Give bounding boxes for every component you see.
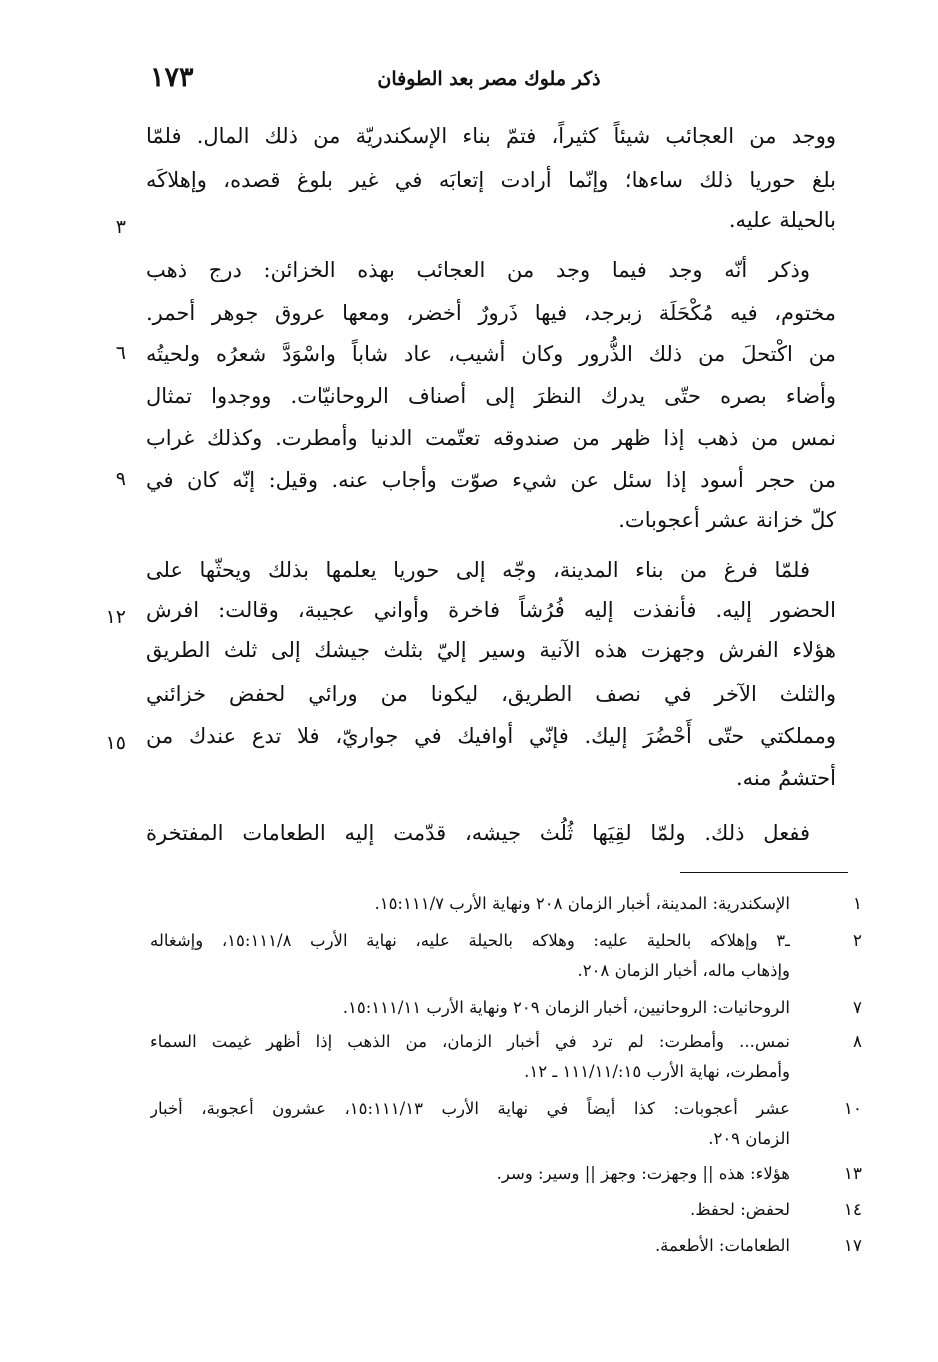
text-line: الحضور إليه. فأنفذت إليه فُرُشاً فاخرة وأواني عجيبة، وقالت: افرش	[146, 598, 836, 622]
footnote-text: وأمطرت، نهاية الأرب ١٥:/١١١/١١ ـ ١٢.	[524, 1062, 790, 1081]
running-title: ذكر ملوك مصر بعد الطوفان	[377, 68, 601, 90]
text-line: بلغ حوريا ذلك ساءها؛ وإنّما أرادت إتعابَه في غير بلوغ قصده، وإهلاكَه	[146, 168, 836, 192]
footnote-rule	[680, 872, 848, 873]
text-line: وأضاء بصره حتّى يدرك النظرَ إلى أصناف الروحانيّات. ووجدوا تمثال	[146, 384, 836, 408]
footnote-number: ١	[852, 894, 862, 914]
text-line: أحتشمُ منه.	[735, 766, 836, 790]
text-line: هؤلاء الفرش وجهزت هذه الآنية وسير إليّ بثلث جيشك إلى ثلث الطريق	[146, 638, 836, 662]
text-line: من اكْتحلَ من ذلك الذُّرور وكان أشيب، عاد شاباً واسْوَدَّ شعرُه ولحيتُه	[146, 342, 836, 366]
line-number: ٦	[115, 342, 126, 364]
text-line: بالحيلة عليه.	[728, 208, 836, 232]
page-number: ١٧٣	[150, 62, 194, 93]
text-line: مختوم، فيه مُكْحَلَة زبرجد، فيها ذَرورٌ أخضر، ومعها عروق جوهر أحمر.	[146, 301, 836, 325]
text-line: نمس من ذهب إذا ظهر من صندوقه تعتّمت الدنيا وأمطرت. وكذلك غراب	[146, 426, 836, 450]
text-line: ومملكتي حتّى أَحْضُرَ إليك. فإنّي أوافيك في جواريّ، فلا تدع عندك من	[146, 724, 836, 748]
text-line: من حجر أسود إذا سئل عن شيء صوّت وأجاب عنه. وقيل: إنّه كان في	[146, 468, 836, 492]
text-line: فلمّا فرغ من بناء المدينة، وجّه إلى حوريا يعلمها بذلك ويحثّها على	[146, 558, 810, 582]
footnote-text: وإذهاب ماله، أخبار الزمان ٢٠٨.	[577, 961, 790, 980]
footnote-number: ١٠	[843, 1099, 862, 1119]
footnote-text: الطعامات: الأطعمة.	[654, 1236, 790, 1255]
text-line: وذكر أنّه وجد فيما وجد من العجائب بهذه الخزائن: درج ذهب	[146, 258, 810, 282]
footnote-text: الروحانيات: الروحانيين، أخبار الزمان ٢٠٩ ونهاية الأرب ١٥:١١١/١١.	[342, 998, 790, 1017]
line-number: ١٢	[105, 606, 126, 628]
footnote-number: ٢	[852, 931, 862, 951]
text-line: ووجد من العجائب شيئاً كثيراً، فتمّ بناء الإسكندريّة من ذلك المال. فلمّا	[146, 124, 836, 148]
footnote-number: ٧	[852, 998, 862, 1018]
line-number: ٣	[115, 216, 126, 238]
text-line: ففعل ذلك. ولمّا لقِيَها ثُلُث جيشه، قدّمت إليه الطعامات المفتخرة	[146, 821, 810, 845]
footnote-number: ٨	[852, 1032, 862, 1052]
footnote-text: لحفض: لحفظ.	[690, 1200, 790, 1219]
footnote-text: هؤلاء: هذه || وجهزت: وجهز || وسير: وسر.	[496, 1164, 790, 1183]
footnote-number: ١٤	[843, 1200, 862, 1220]
footnote-text: ـ٣ وإهلاكه بالحلية عليه: وهلاكه بالحيلة عليه، نهاية الأرب ١٥:١١١/٨، وإشغاله	[150, 931, 790, 950]
footnote-text: نمس... وأمطرت: لم ترد في أخبار الزمان، من الذهب إذا أظهر غيمت السماء	[150, 1032, 790, 1051]
line-number: ١٥	[105, 732, 126, 754]
text-line: كلّ خزانة عشر أعجوبات.	[618, 508, 836, 532]
footnote-text: عشر أعجوبات: كذا أيضاً في نهاية الأرب ١٥:١١١/١٣، عشرون أعجوبة، أخبار	[150, 1099, 790, 1118]
line-number: ٩	[115, 468, 126, 490]
footnote-text: الإسكندرية: المدينة، أخبار الزمان ٢٠٨ ونهاية الأرب ١٥:١١١/٧.	[374, 894, 790, 913]
text-line: والثلث الآخر في نصف الطريق، ليكونا من ورائي لحفض خزائني	[146, 682, 836, 706]
page-header	[150, 60, 828, 100]
footnote-number: ١٣	[843, 1164, 862, 1184]
footnote-text: الزمان ٢٠٩.	[708, 1129, 790, 1148]
footnote-number: ١٧	[843, 1236, 862, 1256]
